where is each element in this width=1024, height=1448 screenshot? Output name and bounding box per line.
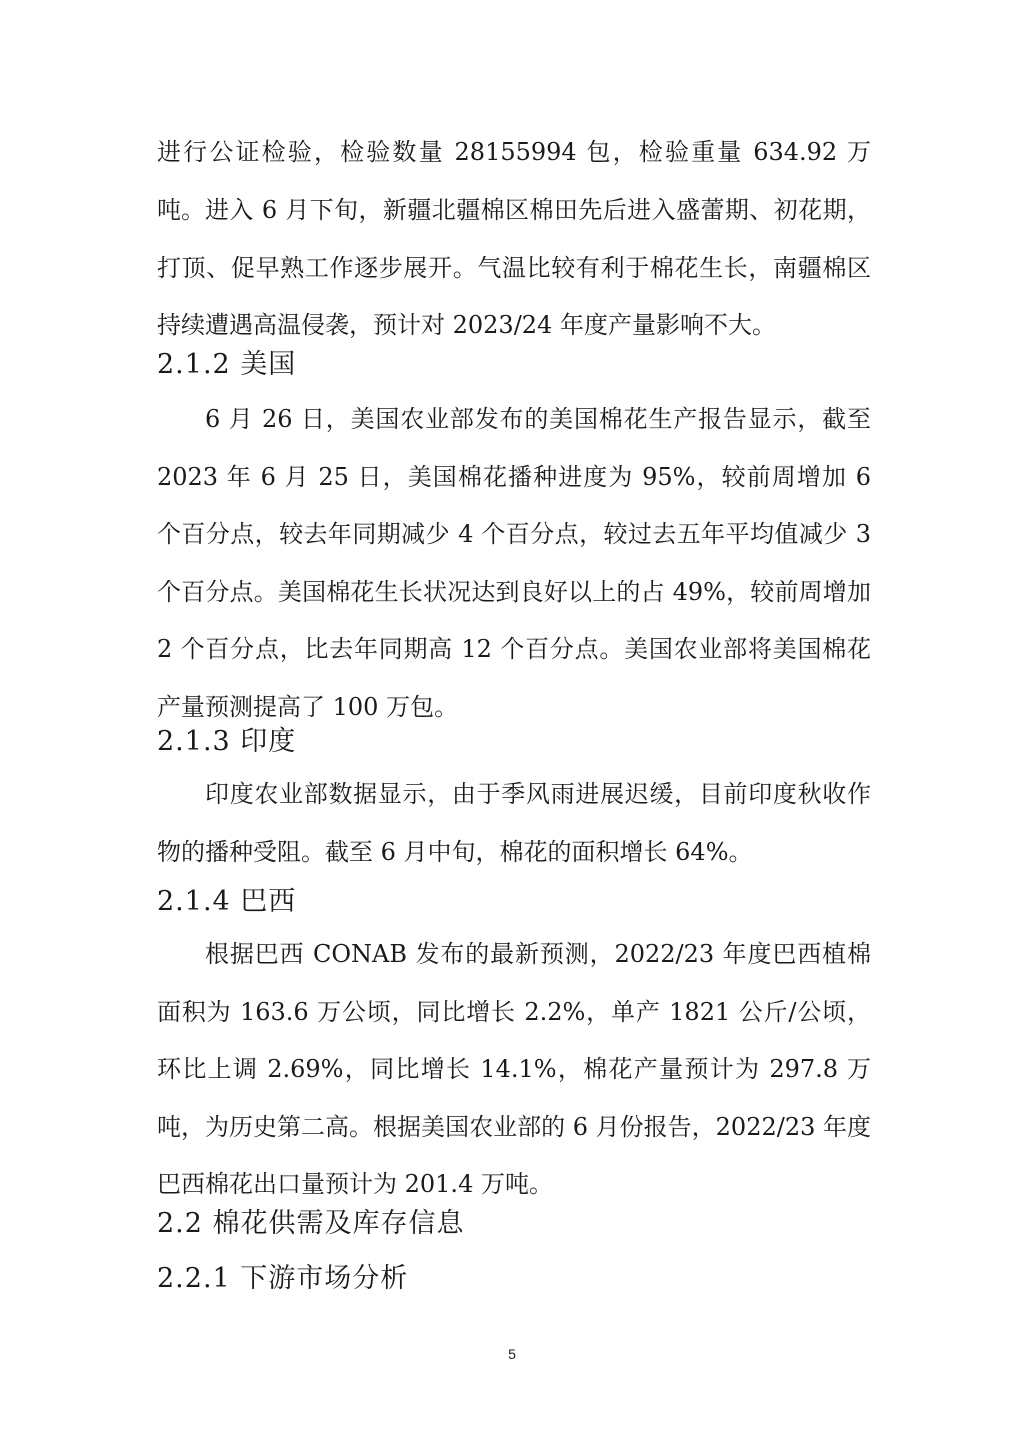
heading-2-2-1-downstream: 2.2.1 下游市场分析: [157, 1263, 409, 1294]
paragraph-usa: 6 月 26 日，美国农业部发布的美国棉花生产报告显示，截至 2023 年 6 月 25 日，美国棉花播种进度为 95%，较前周增加 6 个百分点，较去年同期减少 4 个百分点，较过去五年平均值减少 3 个百分点。美国棉花生长状况达到良好以上的占 49%，较前周增加 2 个百分点，比去年同期高 12 个百分点。美国农业部将美国棉花产量预测提高了 100 万包。: [157, 405, 871, 721]
paragraph-xinjiang: 进入 6 月下旬，新疆北疆棉区棉田先后进入盛蕾期、初花期，打顶、促早熟工作逐步展开。气温比较有利于棉花生长，南疆棉区持续遭遇高温侵袭，预计对 2023/24 年度产量影响不大。: [157, 196, 871, 339]
heading-2-1-2-usa: 2.1.2 美国: [157, 349, 297, 380]
page-number: 5: [508, 1346, 516, 1362]
paragraph-india: 印度农业部数据显示，由于季风雨进展迟缓，目前印度秋收作物的播种受阻。截至 6 月中旬，棉花的面积增长 64%。: [157, 780, 871, 866]
heading-2-1-3-india: 2.1.3 印度: [157, 726, 297, 757]
paragraph-brazil: 根据巴西 CONAB 发布的最新预测，2022/23 年度巴西植棉面积为 163.6 万公顷，同比增长 2.2%，单产 1821 公斤/公顷，环比上调 2.69%，同比增长 14.1%，棉花产量预计为 297.8 万吨，为历史第二高。根据美国农业部的 6 月份报告，2022/23 年度巴西棉花出口量预计为 201.4 万吨。: [157, 940, 871, 1198]
heading-2-1-4-brazil: 2.1.4 巴西: [157, 886, 297, 917]
paragraph-inspection-summary: 进行公证检验，检验数量 28155994 包，检验重量 634.92 万吨。: [157, 138, 871, 224]
heading-2-2-supply-inventory: 2.2 棉花供需及库存信息: [157, 1208, 465, 1239]
